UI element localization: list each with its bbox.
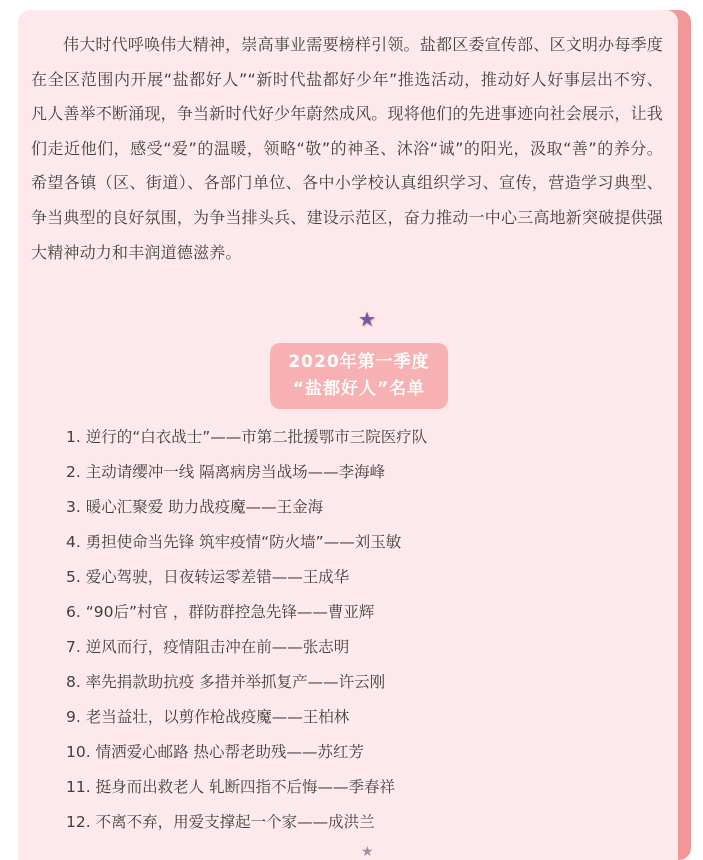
section-title-box (270, 343, 448, 409)
list-item: 4. 勇担使命当先锋 筑牢疫情“防火墙”——刘玉敏 (66, 533, 402, 551)
list-item: 8. 率先捐款助抗疫 多措并举抓复产——许云刚 (66, 673, 386, 691)
list-item: 12. 不离不弃，用爱支撑起一个家——成洪兰 (66, 813, 375, 831)
list-item: 5. 爱心驾驶，日夜转运零差错——王成华 (66, 568, 350, 586)
star-icon: ★ (361, 844, 374, 860)
list-item: 10. 情洒爱心邮路 热心帮老助残——苏红芳 (66, 743, 365, 761)
list-item: 3. 暖心汇聚爱 助力战疫魔——王金海 (66, 498, 324, 516)
section-title-line-1: 2020年第一季度 (288, 352, 430, 372)
list-item: 11. 挺身而出救老人 轧断四指不后悔——季春祥 (66, 778, 396, 796)
honoree-list (66, 420, 427, 840)
section-title-line-2: “盐都好人”名单 (292, 379, 426, 399)
list-item: 7. 逆风而行，疫情阻击冲在前——张志明 (66, 638, 350, 656)
intro-paragraph: 伟大时代呼唤伟大精神，崇高事业需要榜样引领。盐都区委宣传部、区文明办每季度在全区范围内开展“盐都好人”“新时代盐都好少年”推选活动，推动好人好事层出不穷、凡人善举不断涌现，争当新时代好少年蔚然成风。现将他们的先进事迹向社会展示，让我们走近他们，感受“爱”的温暖，领略“敬”的神圣、沐浴“诚”的阳光，汲取“善”的养分。希望各镇（区、街道）、各部门单位、各中小学校认真组织学习、宣传，营造学习典型、争当典型的良好氛围，为争当排头兵、建设示范区，奋力推动一中心三高地新突破提供强大精神动力和丰润道德滋养。 (31, 35, 663, 262)
star-icon: ★ (358, 307, 376, 331)
list-item: 9. 老当益壮，以剪作枪战疫魔——王柏林 (66, 708, 350, 726)
list-item: 2. 主动请缨冲一线 隔离病房当战场——李海峰 (66, 463, 386, 481)
list-item: 6. “90后”村官 ，群防群控急先锋——曹亚辉 (66, 603, 375, 621)
list-item: 1. 逆行的“白衣战士”——市第二批援鄂市三院医疗队 (66, 428, 428, 446)
article-card (18, 10, 678, 860)
